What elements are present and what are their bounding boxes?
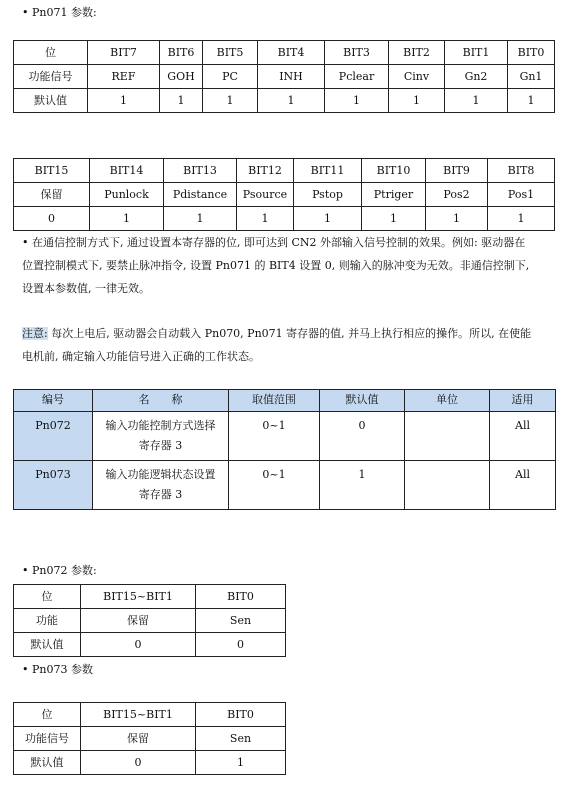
table-cell: Psource xyxy=(237,183,294,207)
table-cell: Pdistance xyxy=(164,183,237,207)
table-cell: 默认值 xyxy=(14,633,81,657)
default-row xyxy=(14,89,555,113)
bit-row xyxy=(14,585,286,609)
pn072-heading: • Pn072 参数: xyxy=(22,564,97,577)
table-cell: BIT6 xyxy=(160,41,203,65)
table-cell: Sen xyxy=(196,727,286,751)
table-cell: 功能信号 xyxy=(14,727,81,751)
param-applies-cell: All xyxy=(490,412,556,461)
param-range-cell: 0~1 xyxy=(229,412,320,461)
table-row xyxy=(14,412,556,461)
default-row xyxy=(14,751,286,775)
signal-row xyxy=(14,183,555,207)
table-header-row xyxy=(14,390,556,412)
param-code-cell: Pn073 xyxy=(14,461,93,510)
param-code-cell: Pn072 xyxy=(14,412,93,461)
table-cell: 1 xyxy=(445,89,508,113)
table-cell: Cinv xyxy=(389,65,445,89)
table-cell: BIT15~BIT1 xyxy=(81,703,196,727)
table-cell: 1 xyxy=(237,207,294,231)
function-row xyxy=(14,609,286,633)
table-cell: BIT4 xyxy=(258,41,325,65)
table-cell: 功能 xyxy=(14,609,81,633)
column-header: 编号 xyxy=(14,390,93,412)
param-name-cell: 输入功能逻辑状态设置 寄存器 3 xyxy=(93,461,229,510)
table-cell: 1 xyxy=(90,207,164,231)
table-cell: 0 xyxy=(196,633,286,657)
column-header: 适用 xyxy=(490,390,556,412)
note-label: 注意: xyxy=(22,327,48,340)
param-unit-cell xyxy=(405,412,490,461)
bit-row xyxy=(14,41,555,65)
default-row xyxy=(14,207,555,231)
table-cell: BIT0 xyxy=(508,41,555,65)
default-row xyxy=(14,633,286,657)
table-cell: 1 xyxy=(88,89,160,113)
pn073-heading: • Pn073 参数 xyxy=(22,663,93,676)
table-cell: 位 xyxy=(14,585,81,609)
table-cell: 0 xyxy=(14,207,90,231)
table-cell: GOH xyxy=(160,65,203,89)
param-unit-cell xyxy=(405,461,490,510)
note-text: 每次上电后, 驱动器会自动载入 Pn070, Pn071 寄存器的值, 并马上执行相应的操作。所以, 在使能 电机前, 确定输入功能信号进入正确的工作状态。 xyxy=(22,327,532,363)
table-cell: BIT0 xyxy=(196,585,286,609)
table-cell: Gn2 xyxy=(445,65,508,89)
table-cell: BIT11 xyxy=(294,159,362,183)
param-default-cell: 1 xyxy=(320,461,405,510)
signal-row xyxy=(14,727,286,751)
table-cell: Punlock xyxy=(90,183,164,207)
table-cell: 功能信号 xyxy=(14,65,88,89)
table-cell: Sen xyxy=(196,609,286,633)
table-cell: BIT7 xyxy=(88,41,160,65)
pn072-bits-table xyxy=(13,584,286,657)
table-cell: Pos1 xyxy=(488,183,555,207)
table-cell: BIT9 xyxy=(426,159,488,183)
table-cell: 1 xyxy=(325,89,389,113)
table-cell: 1 xyxy=(426,207,488,231)
table-cell: 位 xyxy=(14,703,81,727)
table-cell: 1 xyxy=(164,207,237,231)
table-cell: 1 xyxy=(203,89,258,113)
table-cell: 1 xyxy=(160,89,203,113)
table-cell: 默认值 xyxy=(14,751,81,775)
table-cell: BIT10 xyxy=(362,159,426,183)
table-cell: 1 xyxy=(488,207,555,231)
param-name-cell: 输入功能控制方式选择 寄存器 3 xyxy=(93,412,229,461)
table-cell: Pstop xyxy=(294,183,362,207)
table-cell: 1 xyxy=(389,89,445,113)
table-cell: Pclear xyxy=(325,65,389,89)
table-cell: BIT13 xyxy=(164,159,237,183)
bit-row xyxy=(14,159,555,183)
pn071-high-bits-table xyxy=(13,158,555,231)
table-cell: 1 xyxy=(196,751,286,775)
table-cell: 默认值 xyxy=(14,89,88,113)
column-header: 默认值 xyxy=(320,390,405,412)
table-cell: 1 xyxy=(258,89,325,113)
table-cell: 保留 xyxy=(81,727,196,751)
table-cell: 1 xyxy=(294,207,362,231)
param-applies-cell: All xyxy=(490,461,556,510)
table-cell: Gn1 xyxy=(508,65,555,89)
table-cell: BIT15~BIT1 xyxy=(81,585,196,609)
table-cell: Pos2 xyxy=(426,183,488,207)
table-cell: 0 xyxy=(81,751,196,775)
table-cell: BIT0 xyxy=(196,703,286,727)
table-cell: PC xyxy=(203,65,258,89)
table-cell: BIT12 xyxy=(237,159,294,183)
table-cell: 1 xyxy=(508,89,555,113)
table-cell: BIT14 xyxy=(90,159,164,183)
table-row xyxy=(14,461,556,510)
pn071-low-bits-table xyxy=(13,40,555,113)
table-cell: Ptriger xyxy=(362,183,426,207)
bit-row xyxy=(14,703,286,727)
table-cell: 位 xyxy=(14,41,88,65)
table-cell: BIT1 xyxy=(445,41,508,65)
table-cell: BIT2 xyxy=(389,41,445,65)
parameter-table xyxy=(13,389,556,510)
table-cell: BIT8 xyxy=(488,159,555,183)
note-paragraph xyxy=(22,322,570,368)
column-header: 取值范围 xyxy=(229,390,320,412)
table-cell: 保留 xyxy=(14,183,90,207)
table-cell: 0 xyxy=(81,633,196,657)
table-cell: REF xyxy=(88,65,160,89)
table-cell: BIT5 xyxy=(203,41,258,65)
param-range-cell: 0~1 xyxy=(229,461,320,510)
column-header: 单位 xyxy=(405,390,490,412)
table-cell: 保留 xyxy=(81,609,196,633)
table-cell: 1 xyxy=(362,207,426,231)
column-header: 名 称 xyxy=(93,390,229,412)
pn073-bits-table xyxy=(13,702,286,775)
signal-row xyxy=(14,65,555,89)
pn071-description: • 在通信控制方式下, 通过设置本寄存器的位, 即可达到 CN2 外部输入信号控制的效果。例如: 驱动器在 位置控制模式下, 要禁止脉冲指令, 设置 Pn071 的 BIT4 设置 0, 则输入的脉冲变为无效。非通信控制下, 设置本参数值, 一律无效。 xyxy=(22,236,530,295)
param-default-cell: 0 xyxy=(320,412,405,461)
table-cell: BIT3 xyxy=(325,41,389,65)
pn071-heading: • Pn071 参数: xyxy=(22,6,97,19)
table-cell: INH xyxy=(258,65,325,89)
table-cell: BIT15 xyxy=(14,159,90,183)
